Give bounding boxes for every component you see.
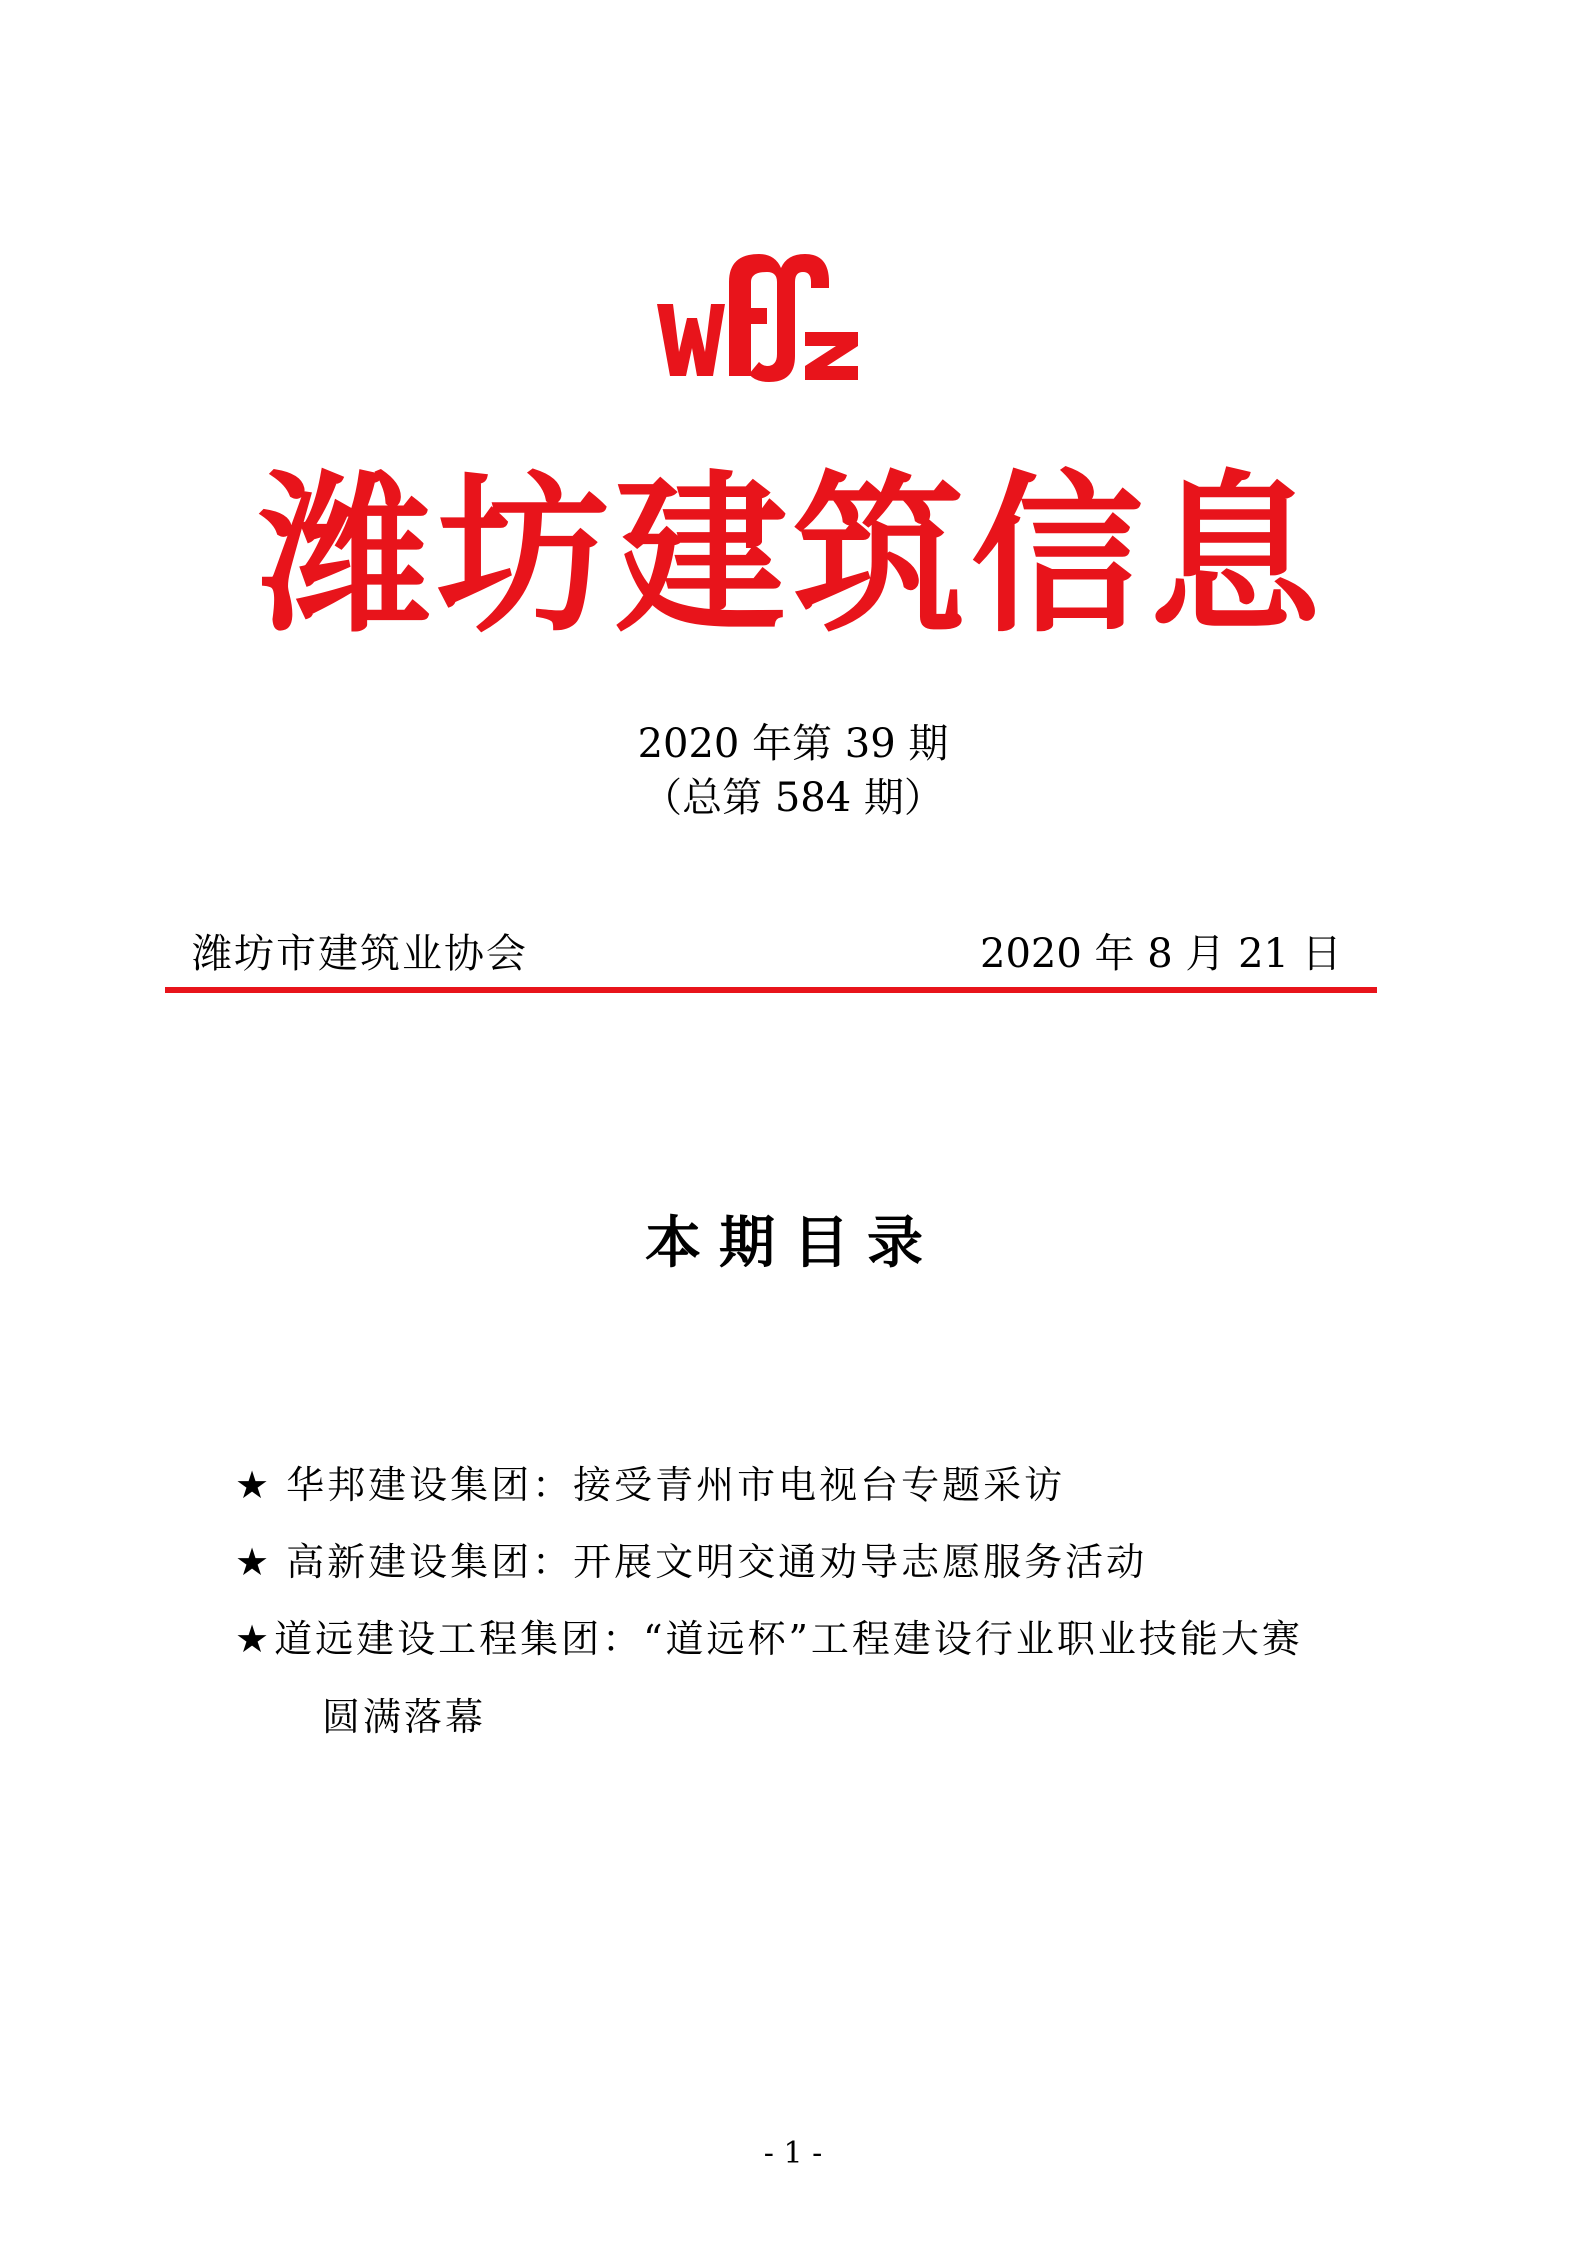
toc-item [235, 1614, 1303, 1664]
toc-item-text: 高新建设集团：开展文明交通劝导志愿服务活动 [286, 1540, 1148, 1584]
toc-item [235, 1537, 1147, 1587]
masthead-title: 潍坊建筑信息 [259, 453, 1327, 656]
star-icon: ★ [235, 1540, 273, 1584]
page-number: - 1 - [763, 2136, 823, 2171]
toc-item-text: 华邦建设集团：接受青州市电视台专题采访 [286, 1463, 1066, 1507]
issue-number: 2020 年第 39 期 [637, 721, 949, 767]
star-icon: ★ [235, 1463, 273, 1507]
publication-date: 2020 年 8 月 21 日 [980, 931, 1342, 977]
total-issue-number: （总第 584 期） [642, 775, 944, 821]
toc-title: 本期目录 [645, 1210, 941, 1276]
toc-item-continuation: 圆满落幕 [322, 1695, 487, 1739]
wfjz-logo [655, 248, 860, 383]
star-icon: ★ [235, 1617, 273, 1661]
toc-item-text: 道远建设工程集团：“道远杯”工程建设行业职业技能大赛 [274, 1617, 1303, 1661]
header-divider [165, 987, 1377, 993]
issuer-name: 潍坊市建筑业协会 [192, 931, 528, 977]
toc-item [235, 1460, 1065, 1510]
